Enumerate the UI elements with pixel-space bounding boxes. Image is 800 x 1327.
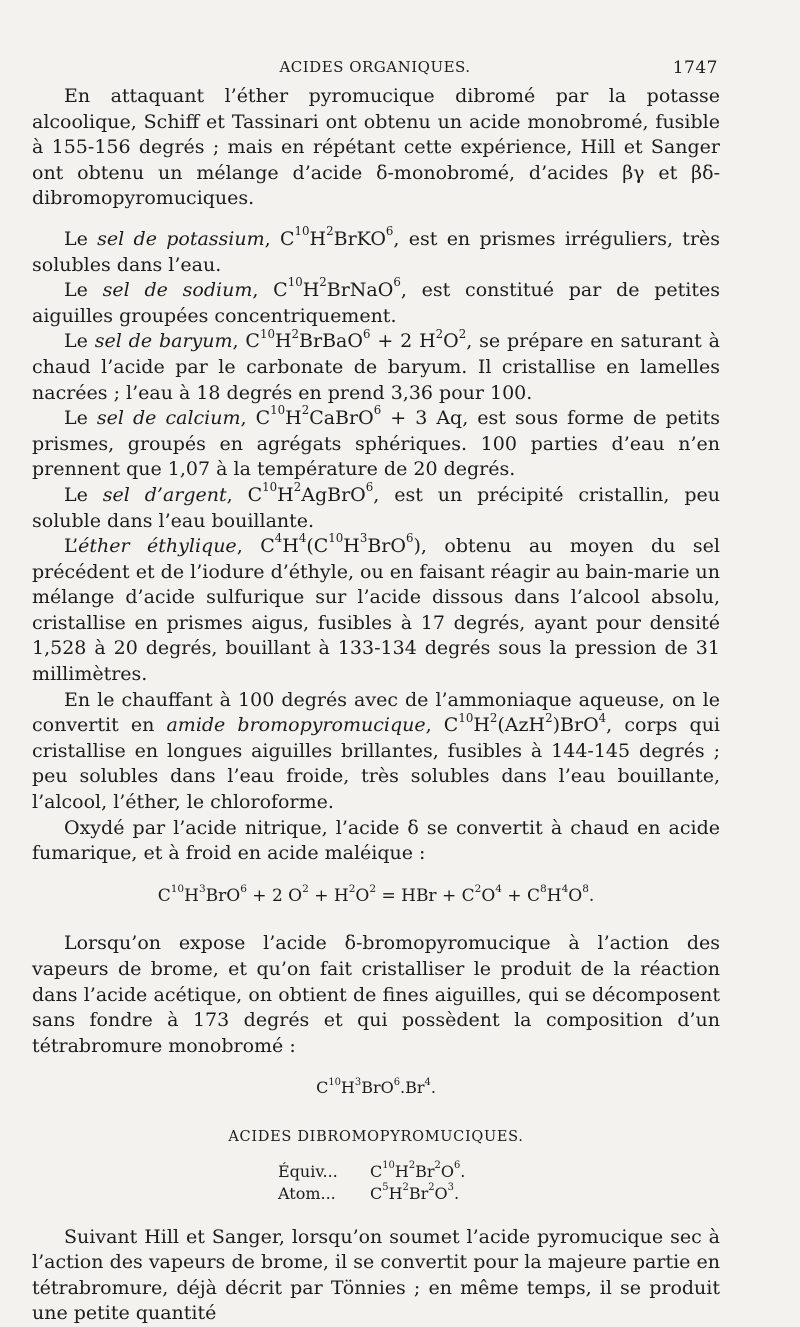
paragraph-amide: En le chauffant à 100 degrés avec de l’ammoniaque aqueuse, on le convertit en amide bromopyromucique, $C^{10}H^2(AzH^2)BrO^4$, corps qui cristallise en longues aiguilles brillantes, fusibles à 144-145 degrés ; peu solubles dans l’eau froide, très solubles dans l’eau bouillante, l’alcool, l’éther, le chloroforme.	[32, 688, 721, 814]
formula-value: $C^5H^2Br^2O^3$.	[370, 1182, 460, 1203]
paragraph-intro: En attaquant l’éther pyromucique dibromé par la potasse alcoolique, Schiff et Tassinari ont obtenu un acide monobromé, fusible à 155-156 degrés ; mais en répétant cette expérience, Hill et Sanger ont obtenu un mélange d’acide δ-monobromé, d’acides βγ et βδ-dibromopyromuciques.	[32, 85, 720, 210]
page-body	[32, 84, 720, 1327]
formula-row-atom	[278, 1183, 538, 1205]
formula-table	[32, 1161, 720, 1205]
section-title: ACIDES DIBROMOPYROMUCIQUES.	[228, 1128, 524, 1145]
paragraph-calcium-salt: Le sel de calcium, $C^{10}H^2CaBrO^6 + 3$ Aq, est sous forme de petits prismes, groupés en agrégats sphériques. 100 parties d’eau n’en prennent que 1,07 à la température de 20 degrés.	[32, 403, 720, 481]
equation-oxidation: $C^{10}H^3BrO^6 + 2$ $O^2 + H^2O^2$ = HBr + $C^2O^4 + C^8H^4O^8$.	[157, 883, 595, 906]
formula-value: $C^{10}H^2Br^2O^6$.	[370, 1160, 466, 1181]
paragraph-bromine-vapour: Lorsqu’on expose l’acide δ-bromopyromucique à l’action des vapeurs de brome, et qu’on fait cristalliser le produit de la réaction dans l’acide acétique, on obtient de fines aiguilles, qui se décomposent sans fondre à 173 degrés et qui possèdent la composition d’un tétrabromure monobromé :	[32, 932, 720, 1057]
paragraph-silver-salt: Le sel d’argent, $C^{10}H^2AgBrO^6$, est un précipité cristallin, peu soluble dans l’eau bouillante.	[32, 480, 720, 532]
page-number: 1747	[672, 58, 718, 78]
paragraph-barium-salt: Le sel de baryum, $C^{10}H^2BrBaO^6 + 2$ $H^2O^2$, se prépare en saturant à chaud l’acide par le carbonate de baryum. Il cristallise en lamelles nacrées ; l’eau à 18 degrés en prend 3,36 pour 100.	[32, 326, 720, 404]
formula-row-equiv	[278, 1161, 538, 1183]
equation-tetrabromide: $C^{10}H^3BrO^6.Br^4$.	[316, 1077, 436, 1098]
running-title: ACIDES ORGANIQUES.	[279, 58, 471, 76]
paragraph-potassium-salt: Le sel de potassium, $C^{10}H^2BrKO^6$, est en prismes irréguliers, très solubles dans l’eau.	[32, 224, 721, 276]
formula-label: Équiv...	[278, 1161, 338, 1181]
paragraph-oxidation: Oxydé par l’acide nitrique, l’acide δ se convertit à chaud en acide fumarique, et à froid en acide maléique :	[32, 816, 720, 865]
formula-label: Atom...	[278, 1183, 336, 1203]
page-header	[32, 58, 718, 82]
paragraph-sodium-salt: Le sel de sodium, $C^{10}H^2BrNaO^6$, est constitué par de petites aiguilles groupées concentriquement.	[32, 275, 720, 327]
paragraph-ethyl-ether: L’éther éthylique, $C^4H^4(C^{10}H^3BrO^6)$, obtenu au moyen du sel précédent et de l’iodure d’éthyle, ou en faisant réagir au bain-marie un mélange d’acide sulfurique sur l’acide dissous dans l’alcool absolu, cristallise en prismes aigus, fusibles à 17 degrés, ayant pour densité 1,528 à 20 degrés, bouillant à 133-134 degrés sous la pression de 31 millimètres.	[32, 531, 720, 686]
paragraph-hill-sanger: Suivant Hill et Sanger, lorsqu’on soumet l’acide pyromucique sec à l’action des vapeurs de brome, il se convertit pour la majeure partie en tétrabromure, déjà décrit par Tönnies ; en même temps, il se produit une petite quantité	[32, 1225, 720, 1325]
